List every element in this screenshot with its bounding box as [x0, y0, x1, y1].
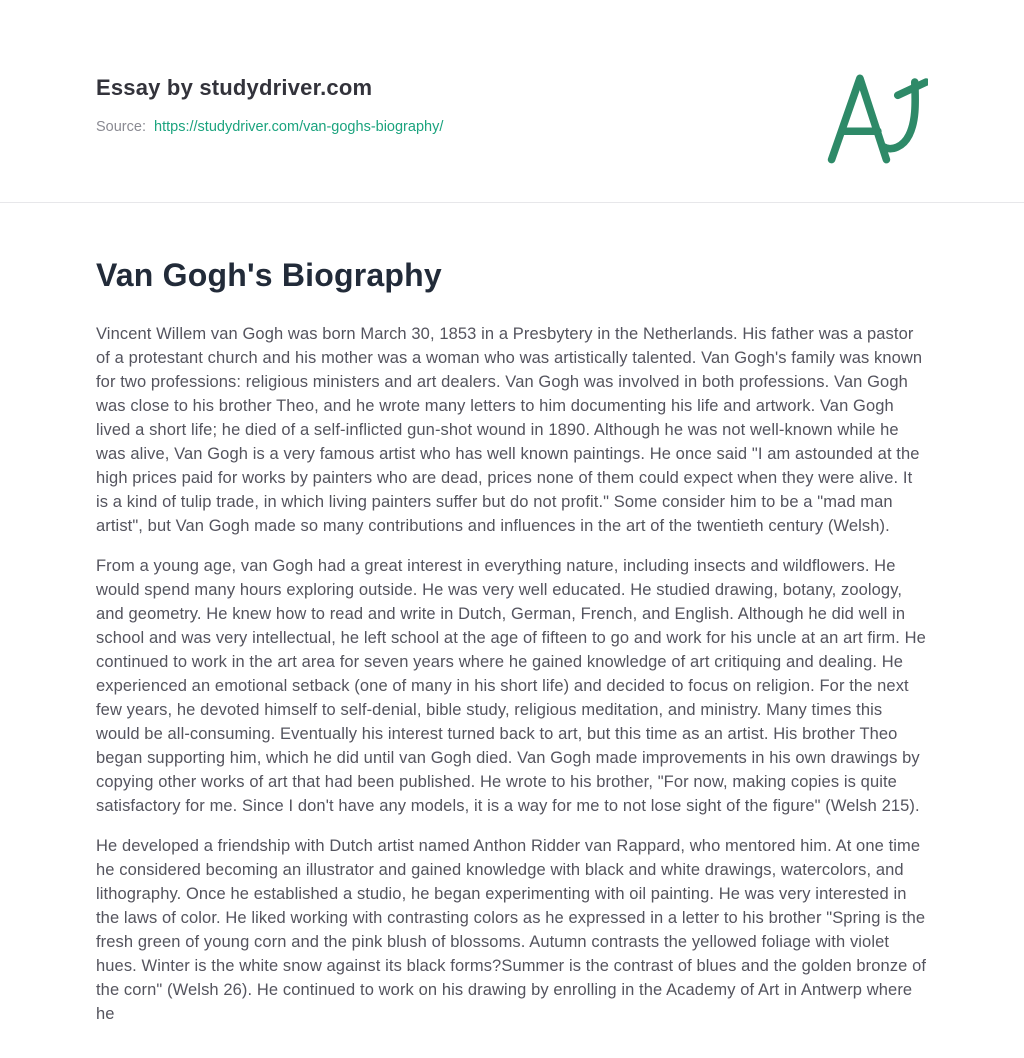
- source-link[interactable]: https://studydriver.com/van-goghs-biography/: [154, 119, 444, 135]
- byline: Essay by studydriver.com: [96, 75, 373, 100]
- page-title: Van Gogh's Biography: [96, 257, 442, 293]
- header-text-block: [96, 74, 443, 138]
- studydriver-logo-icon: [824, 72, 928, 164]
- paragraph-2: From a young age, van Gogh had a great interest in everything nature, including insects and wildflowers. He would spend many hours exploring outside. He was very well educated. He studied drawing, botany, zoology, and geometry. He knew how to read and write in Dutch, German, French, and English. Although he did well in school and was very intellectual, he left school at the age of fifteen to go and work for his uncle at an art firm. He continued to work in the art area for seven years where he gained knowledge of art critiquing and dealing. He experienced an emotional setback (one of many in his short life) and decided to focus on religion. For the next few years, he devoted himself to self-denial, bible study, religious meditation, and ministry. Many times this would be all-consuming. Eventually his interest turned back to art, but this time as an artist. His brother Theo began supporting him, which he did until van Gogh died. Van Gogh made improvements in his own drawings by copying other works of art that had been published. He wrote to his brother, "For now, making copies is quite satisfactory for me. Since I don't have any models, it is a way for me to not lose sight of the figure" (Welsh 215).: [96, 557, 926, 815]
- article-body: [96, 322, 928, 1026]
- source-line: [96, 116, 443, 138]
- content: [0, 257, 1024, 1026]
- source-label: Source:: [96, 119, 146, 135]
- header: [0, 0, 1024, 164]
- header-divider: [0, 202, 1024, 203]
- paragraph-3: He developed a friendship with Dutch artist named Anthon Ridder van Rappard, who mentored him. At one time he considered becoming an illustrator and gained knowledge with black and white drawings, watercolors, and lithography. Once he established a studio, he began experimenting with oil painting. He was very interested in the laws of color. He liked working with contrasting colors as he expressed in a letter to his brother "Spring is the fresh green of young corn and the pink blush of blossoms. Autumn contrasts the yellowed foliage with violet hues. Winter is the white snow against its black forms?Summer is the contrast of blues and the golden bronze of the corn" (Welsh 26). He continued to work on his drawing by enrolling in the Academy of Art in Antwerp where he: [96, 837, 927, 1023]
- paragraph-1: Vincent Willem van Gogh was born March 30, 1853 in a Presbytery in the Netherlands. His father was a pastor of a protestant church and his mother was a woman who was artistically talented. Van Gogh's family was known for two professions: religious ministers and art dealers. Van Gogh was involved in both professions. Van Gogh was close to his brother Theo, and he wrote many letters to him documenting his life and artwork. Van Gogh lived a short life; he died of a self-inflicted gun-shot wound in 1890. Although he was not well-known while he was alive, Van Gogh is a very famous artist who has well known paintings. He once said "I am astounded at the high prices paid for works by painters who are dead, prices none of them could expect when they were alive. It is a kind of tulip trade, in which living painters suffer but do not profit." Some consider him to be a "mad man artist", but Van Gogh made so many contributions and influences in the art of the twentieth century (Welsh).: [96, 325, 923, 535]
